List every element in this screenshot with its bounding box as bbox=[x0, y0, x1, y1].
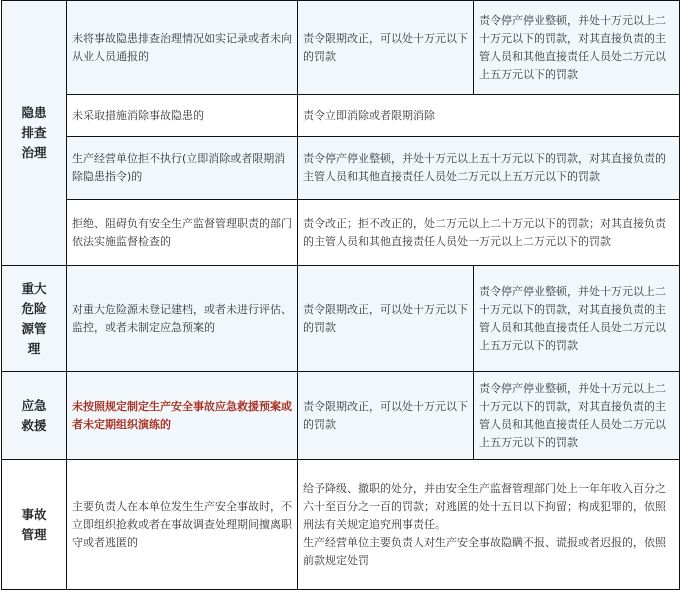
table-row bbox=[2, 200, 680, 266]
violation-cell: 未采取措施消除事故隐患的 bbox=[67, 95, 298, 137]
category-label: 隐患 排查 治理 bbox=[21, 105, 47, 160]
category-cell bbox=[2, 1, 67, 266]
penalty-cell: 责令停产停业整顿，并处十万元以上五十万元以下的罚款，对其直接负责的主管人员和其他直接责任人员处二万元以上五万元以下的罚款 bbox=[298, 137, 680, 200]
safety-penalty-table bbox=[1, 0, 680, 590]
category-cell bbox=[2, 460, 67, 590]
table-row bbox=[2, 460, 680, 590]
escalation-cell: 责令停产停业整顿，并处十万元以上二十万元以下的罚款，对其直接负责的主管人员和其他直接责任人员处二万元以上五万元以下的罚款 bbox=[474, 372, 680, 460]
penalty-cell: 责令立即消除或者限期消除 bbox=[298, 95, 680, 137]
violation-cell: 生产经营单位拒不执行(立即消除或者限期消除隐患指令)的 bbox=[67, 137, 298, 200]
violation-cell: 对重大危险源未登记建档，或者未进行评估、监控，或者未制定应急预案的 bbox=[67, 266, 298, 372]
table-row bbox=[2, 95, 680, 137]
penalty-cell: 责令限期改正，可以处十万元以下的罚款 bbox=[298, 372, 474, 460]
penalty-cell: 责令限期改正，可以处十万元以下的罚款 bbox=[298, 266, 474, 372]
penalty-paragraph: 给予降级、撤职的处分，并由安全生产监督管理部门处上一年年收入百分之六十至百分之一百的罚款；对逃匿的处十五日以下拘留；构成犯罪的，依照刑法有关规定追究刑事责任。 bbox=[303, 481, 666, 531]
penalty-cell: 责令改正；拒不改正的，处二万元以上二十万元以下的罚款；对其直接负责的主管人员和其他直接责任人员处一万元以上二万元以下的罚款 bbox=[298, 200, 680, 266]
table-row bbox=[2, 1, 680, 95]
penalty-cell bbox=[298, 460, 680, 590]
violation-cell: 拒绝、阻碍负有安全生产监督管理职责的部门依法实施监督检查的 bbox=[67, 200, 298, 266]
violation-cell: 未将事故隐患排查治理情况如实记录或者未向从业人员通报的 bbox=[67, 1, 298, 95]
category-label: 重大 危险 源管 理 bbox=[21, 280, 47, 356]
table-row bbox=[2, 372, 680, 460]
category-cell bbox=[2, 372, 67, 460]
table-row bbox=[2, 137, 680, 200]
violation-cell: 主要负责人在本单位发生生产安全事故时，不立即组织抢救或者在事故调查处理期间擅离职守或者逃匿的 bbox=[67, 460, 298, 590]
category-cell bbox=[2, 266, 67, 372]
violation-cell: 未按照规定制定生产安全事故应急救援预案或者未定期组织演练的 bbox=[67, 372, 298, 460]
penalty-cell: 责令限期改正，可以处十万元以下的罚款 bbox=[298, 1, 474, 95]
escalation-cell: 责令停产停业整顿，并处十万元以上二十万元以下的罚款，对其直接负责的主管人员和其他直接责任人员处二万元以上五万元以下的罚款 bbox=[474, 266, 680, 372]
table-row bbox=[2, 266, 680, 372]
penalty-paragraph: 生产经营单位主要负责人对生产安全事故隐瞒不报、谎报或者迟报的，依照前款规定处罚 bbox=[303, 535, 666, 567]
escalation-cell: 责令停产停业整顿，并处十万元以上二十万元以下的罚款，对其直接负责的主管人员和其他直接责任人员处二万元以上五万元以下的罚款 bbox=[474, 1, 680, 95]
category-label: 应急 救援 bbox=[21, 397, 47, 433]
category-label: 事故 管理 bbox=[21, 506, 47, 542]
